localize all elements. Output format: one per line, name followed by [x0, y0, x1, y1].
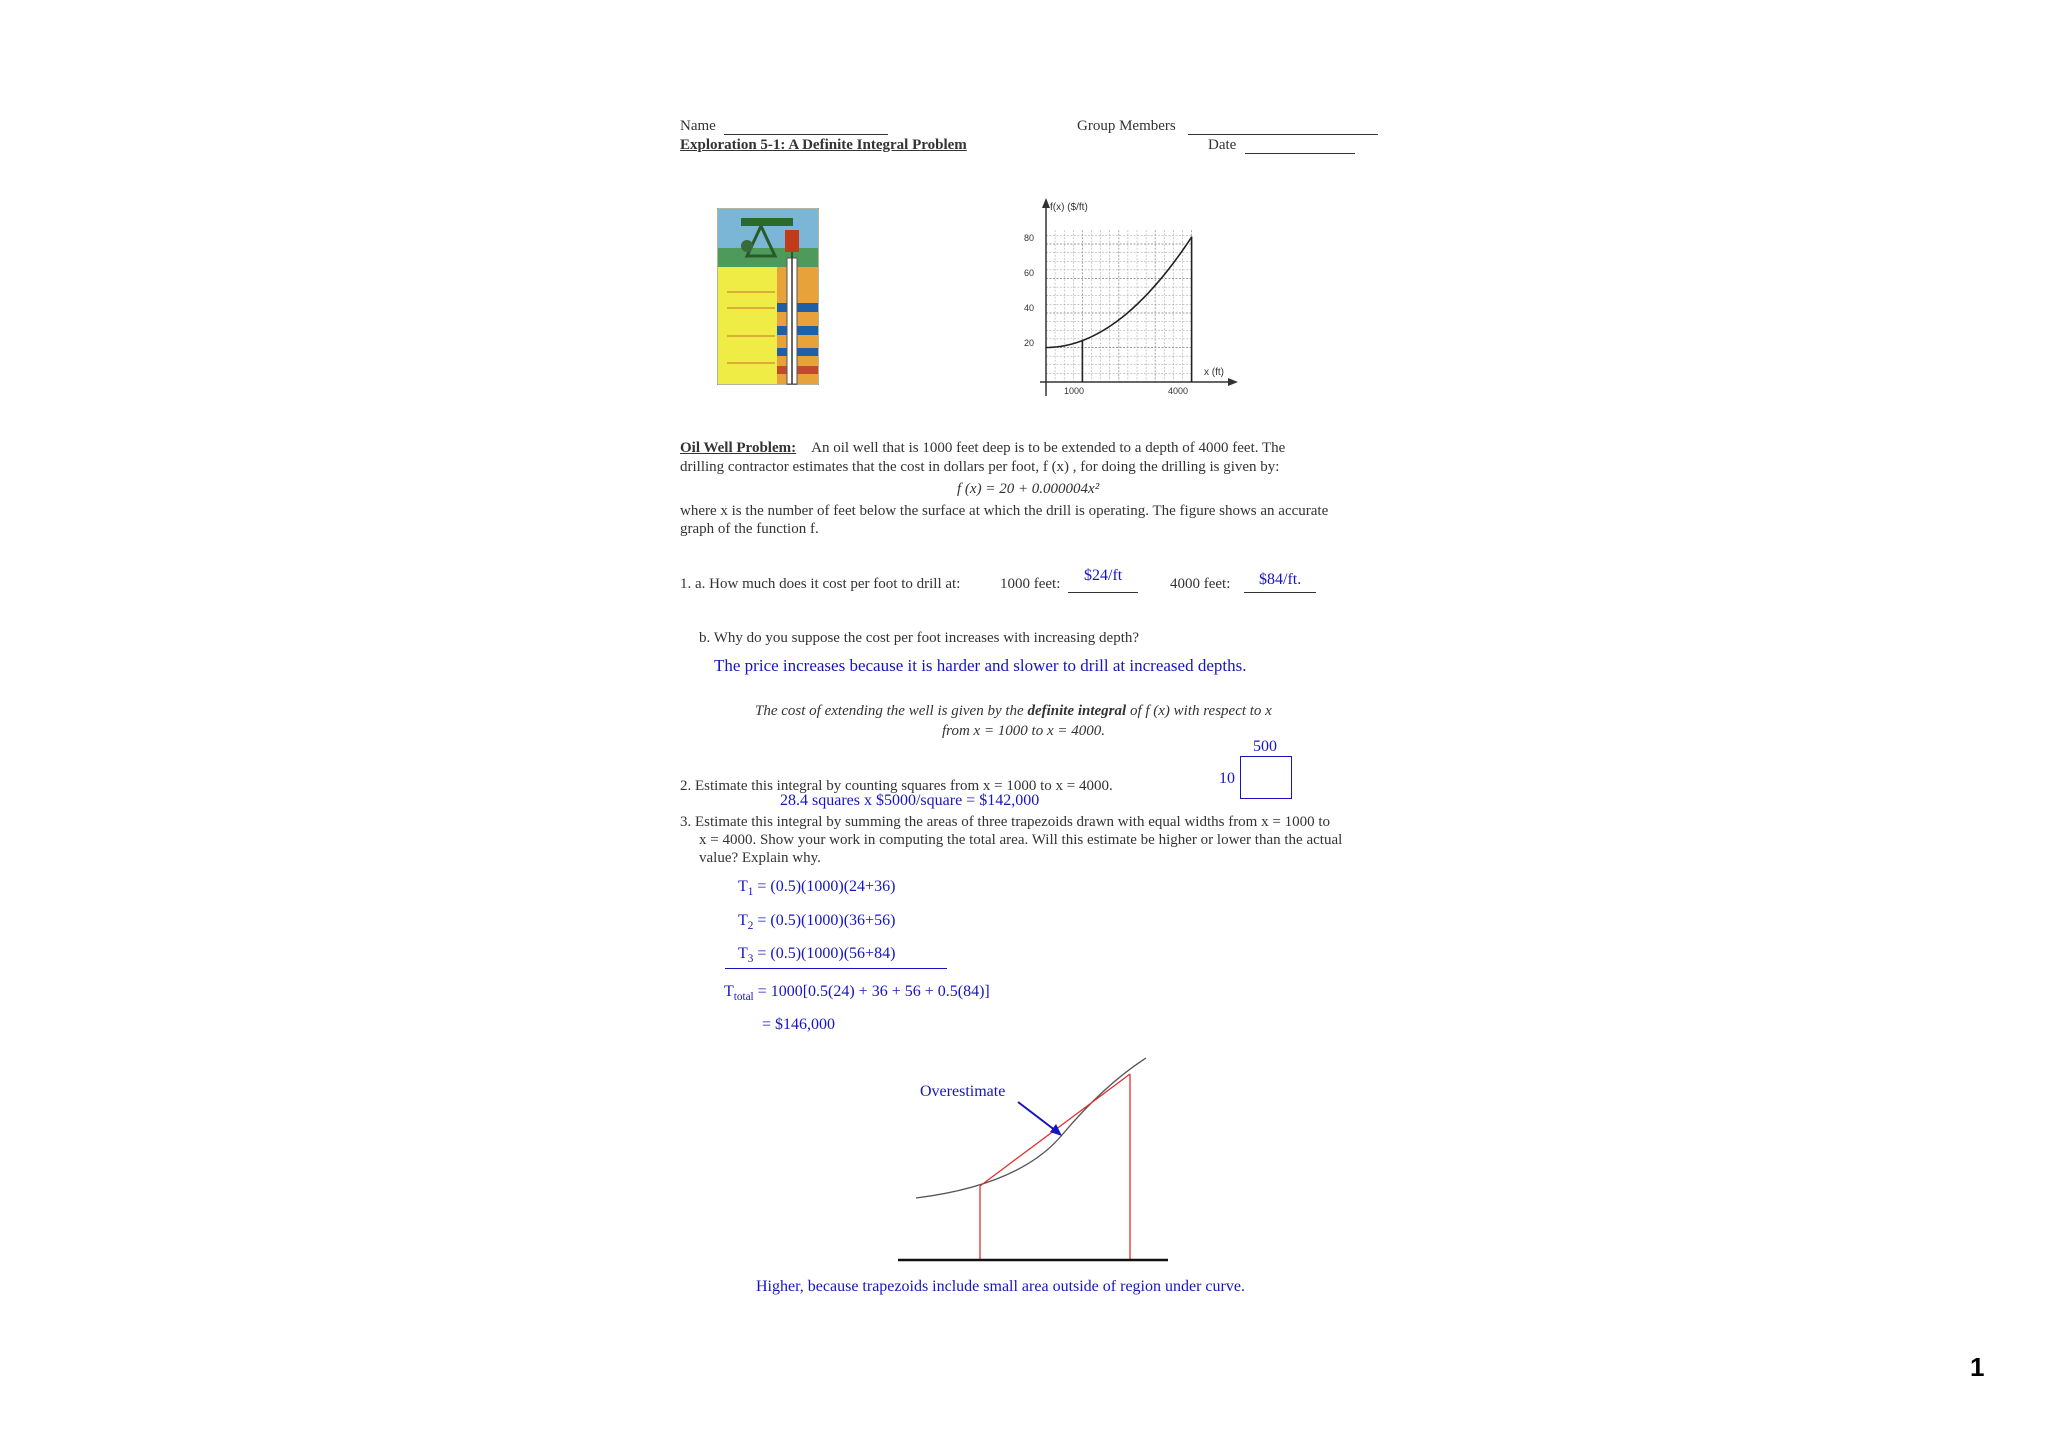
- data-point: [1191, 236, 1193, 238]
- trapezoid-3-work: $T_3 = (0.5)(1000)(56+84)$: [738, 945, 896, 966]
- x-tick-label-4000: 4000: [1168, 386, 1189, 396]
- x-axis-arrow: [1228, 378, 1238, 386]
- data-point: [1118, 319, 1120, 321]
- date-label: Date: [1208, 137, 1237, 153]
- answer-4000-feet: $84/ft.: [1259, 571, 1302, 588]
- q3-line-1: 3. Estimate this integral by summing the areas of three trapezoids drawn with equal widths from x = 1000 to: [680, 814, 1330, 830]
- trapezoid-total-work: $T_{total} = 1000[0.5(24) + 36 + 56 + 0.5(84)]$: [724, 983, 990, 1004]
- graph-grid: [1046, 230, 1192, 382]
- trapezoid-total-value: = $146,000: [762, 1016, 836, 1033]
- y-tick-label-40: 40: [1024, 303, 1035, 313]
- name-line: [724, 118, 888, 135]
- grid-square-sketch: [1240, 756, 1292, 799]
- square-height-label: 10: [1219, 770, 1235, 787]
- trapezoid-2-work: $T_2 = (0.5)(1000)(36+56)$: [738, 912, 896, 933]
- integral-note-line-1: [755, 703, 1272, 720]
- y-tick-label-80: 80: [1024, 233, 1035, 243]
- date-line: [1245, 137, 1355, 154]
- q2-answer: 28.4 squares x $5000/square = $142,000: [780, 792, 1040, 809]
- problem-line-4: graph of the function f.: [680, 521, 819, 537]
- q3-line-3: value? Explain why.: [699, 850, 821, 866]
- q3-conclusion: Higher, because trapezoids include small area outside of region under curve.: [756, 1278, 1245, 1295]
- x-tick-label-1000: 1000: [1064, 386, 1085, 396]
- q1b-prompt: b. Why do you suppose the cost per foot increases with increasing depth?: [699, 630, 1140, 646]
- y-tick-label-20: 20: [1024, 338, 1035, 348]
- data-point: [1082, 340, 1084, 342]
- y-tick-label-60: 60: [1024, 268, 1035, 278]
- trapezoid-1-work: $T_1 = (0.5)(1000)(24+36)$: [738, 878, 896, 899]
- q3-line-2: x = 4000. Show your work in computing the total area. Will this estimate be higher or lower than the actual: [699, 832, 1343, 848]
- y-axis-arrow: [1042, 198, 1050, 208]
- problem-line-3: where x is the number of feet below the surface at which the drill is operating. The figure shows an accurate: [680, 503, 1329, 519]
- problem-line-1: [680, 440, 1285, 457]
- curve-sketch: [916, 1058, 1146, 1198]
- problem-line-2: drilling contractor estimates that the cost in dollars per foot, f (x) , for doing the drilling is given by:: [680, 459, 1280, 475]
- q2-prompt: 2. Estimate this integral by counting squares from x = 1000 to x = 4000.: [680, 778, 1113, 794]
- group-members-label: Group Members: [1077, 118, 1176, 134]
- name-label: Name: [680, 118, 716, 134]
- graph-ylabel: f(x) ($/ft): [1050, 202, 1088, 213]
- note-text-c: of f (x) with respect to x: [1126, 703, 1272, 719]
- data-point: [1045, 347, 1047, 349]
- group-members-line: [1188, 118, 1378, 135]
- square-width-label: 500: [1253, 738, 1277, 755]
- problem-heading: Oil Well Problem:: [680, 440, 797, 456]
- oil-well-illustration: [717, 208, 819, 385]
- page-number: 1: [1970, 1352, 1985, 1382]
- q1a-label-1000: 1000 feet:: [1000, 576, 1061, 592]
- integral-note-line-2: from x = 1000 to x = 4000.: [942, 723, 1106, 739]
- cost-graph: [1020, 196, 1240, 401]
- answer-1000-feet: $24/ft: [1084, 567, 1123, 584]
- overestimate-label: Overestimate: [920, 1083, 1006, 1100]
- data-point: [1154, 285, 1156, 287]
- note-term: definite integral: [1027, 703, 1127, 719]
- sum-rule-line: [725, 968, 947, 969]
- q1a-prompt: 1. a. How much does it cost per foot to drill at:: [680, 576, 961, 592]
- q1b-answer: The price increases because it is harder and slower to drill at increased depths.: [714, 656, 1247, 675]
- page-title: Exploration 5-1: A Definite Integral Problem: [680, 137, 967, 153]
- problem-text-1: An oil well that is 1000 feet deep is to be extended to a depth of 4000 feet. The: [811, 440, 1286, 456]
- cost-curve: [1046, 237, 1192, 347]
- cost-formula: f (x) = 20 + 0.000004x²: [957, 481, 1100, 497]
- q1a-label-4000: 4000 feet:: [1170, 576, 1231, 592]
- note-text-a: The cost of extending the well is given by the: [755, 703, 1028, 719]
- graph-xlabel: x (ft): [1204, 367, 1224, 378]
